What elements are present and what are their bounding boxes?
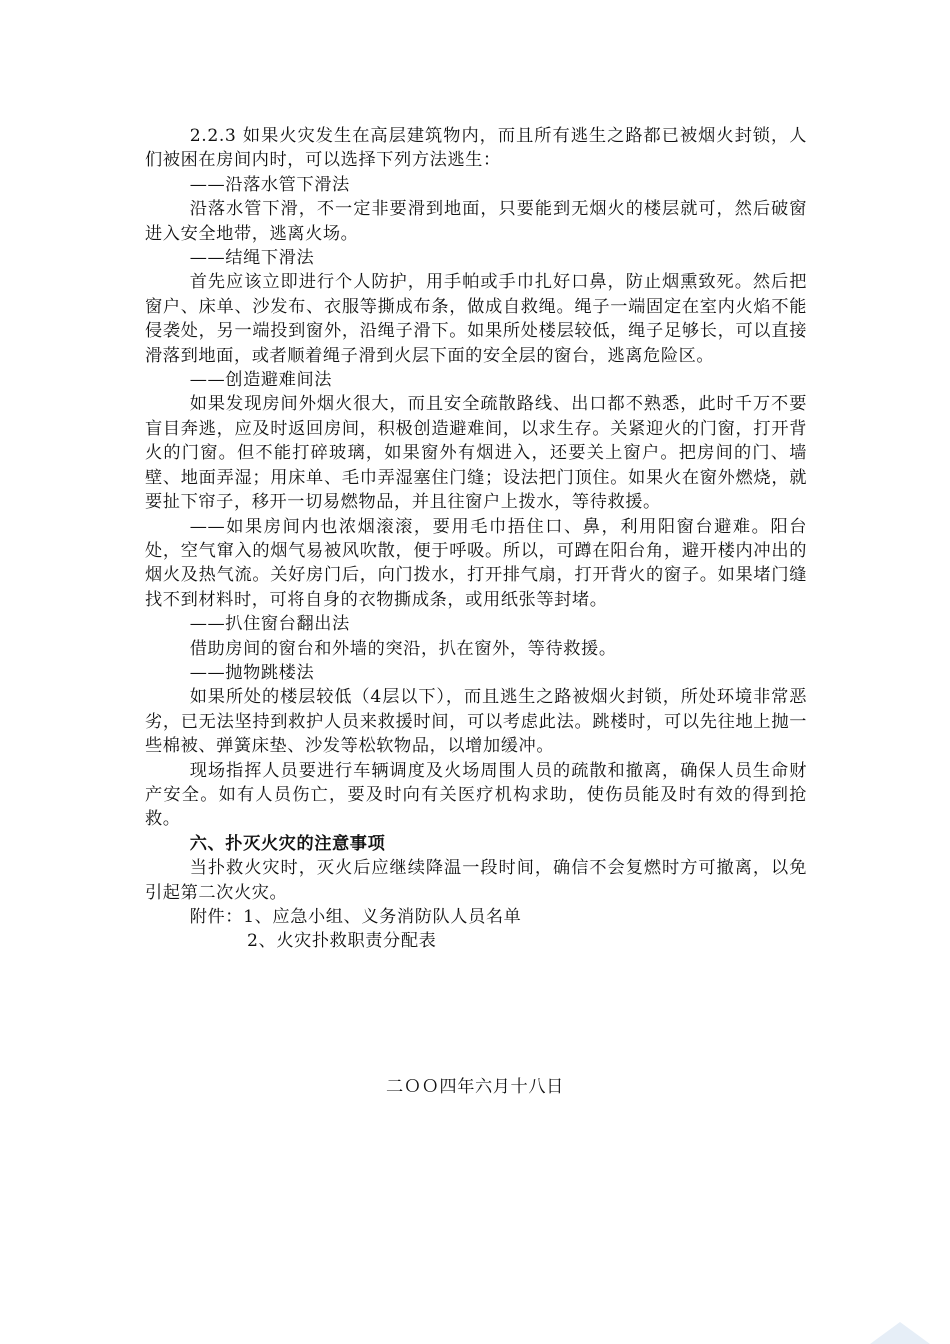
paragraph-commander: 现场指挥人员要进行车辆调度及火场周围人员的疏散和撤离，确保人员生命财产安全。如有人员伤亡，要及时向有关医疗机构求助，使伤员能及时有效的得到抢救。 xyxy=(145,760,807,830)
paragraph-jump: 如果所处的楼层较低（4层以下），而且逃生之路被烟火封锁，所处环境非常恶劣，已无法坚持到救护人员来救援时间，可以考虑此法。跳楼时，可以先往地上抛一些棉被、弹簧床垫、沙发等松软物品，以增加缓冲。 xyxy=(145,687,807,757)
heading-rope-method: ——结绳下滑法 xyxy=(189,248,315,269)
paragraph-refuge-room: 如果发现房间外烟火很大，而且安全疏散路线、出口都不熟悉，此时千万不要盲目奔逃，应及时返回房间，积极创造避难间，以求生存。关紧迎火的门窗，打开背火的门窗。但不能打碎玻璃，如果窗外有烟进入，还要关上窗户。把房间的门、墙壁、地面弄湿；用床单、毛巾弄湿塞住门缝；设法把门顶住。如果火在窗外燃烧，就要扯下帘子，移开一切易燃物品，并且往窗户上拨水，等待救援。 xyxy=(145,394,807,513)
document-date: 二ＯＯ四年六月十八日 xyxy=(386,1077,564,1097)
paragraph-rope: 首先应该立即进行个人防护，用手帕或手巾扎好口鼻，防止烟熏致死。然后把窗户、床单、沙发布、衣服等撕成布条，做成自救绳。绳子一端固定在室内火焰不能侵袭处，另一端投到窗外，沿绳子滑下。如果所处楼层较低，绳子足够长，可以直接滑落到地面，或者顺着绳子滑到火层下面的安全层的窗台，逃离危险区。 xyxy=(145,272,807,366)
paragraph-drainpipe: 沿落水管下滑，不一定非要滑到地面，只要能到无烟火的楼层就可，然后破窗进入安全地带，逃离火场。 xyxy=(145,199,807,244)
paragraph-extinguish: 当扑救火灾时，灭火后应继续降温一段时间，确信不会复燃时方可撤离，以免引起第二次火灾。 xyxy=(145,858,807,903)
attachment-2: 2、火灾扑救职责分配表 xyxy=(247,931,437,952)
attachment-1: 附件：1、应急小组、义务消防队人员名单 xyxy=(189,907,522,927)
paragraph-2-2-3: 2.2.3 如果火灾发生在高层建筑物内，而且所有逃生之路都已被烟火封锁，人们被困在房间内时，可以选择下列方法逃生： xyxy=(145,126,807,171)
heading-drainpipe-method: ——沿落水管下滑法 xyxy=(189,174,350,195)
heading-window-sill-method: ——扒住窗台翻出法 xyxy=(189,614,350,635)
section-heading-six: 六、扑灭火灾的注意事项 xyxy=(189,833,386,854)
heading-refuge-room-method: ——创造避难间法 xyxy=(189,370,333,391)
paragraph-window-sill: 借助房间的窗台和外墙的突沿，扒在窗外，等待救援。 xyxy=(189,638,617,659)
paragraph-balcony: ——如果房间内也浓烟滚滚，要用毛巾捂住口、鼻，利用阳窗台避难。阳台处，空气窜入的烟气易被风吹散，便于呼吸。所以，可蹲在阳台角，避开楼内冲出的烟火及热气流。关好房门后，向门拨水，打开排气扇，打开背火的窗子。如果堵门缝找不到材料时，可将自身的衣物撕成条，或用纸张等封堵。 xyxy=(145,516,807,610)
corner-mark-icon xyxy=(840,1314,930,1344)
document-body xyxy=(145,124,807,954)
heading-jump-method: ——抛物跳楼法 xyxy=(189,662,315,683)
